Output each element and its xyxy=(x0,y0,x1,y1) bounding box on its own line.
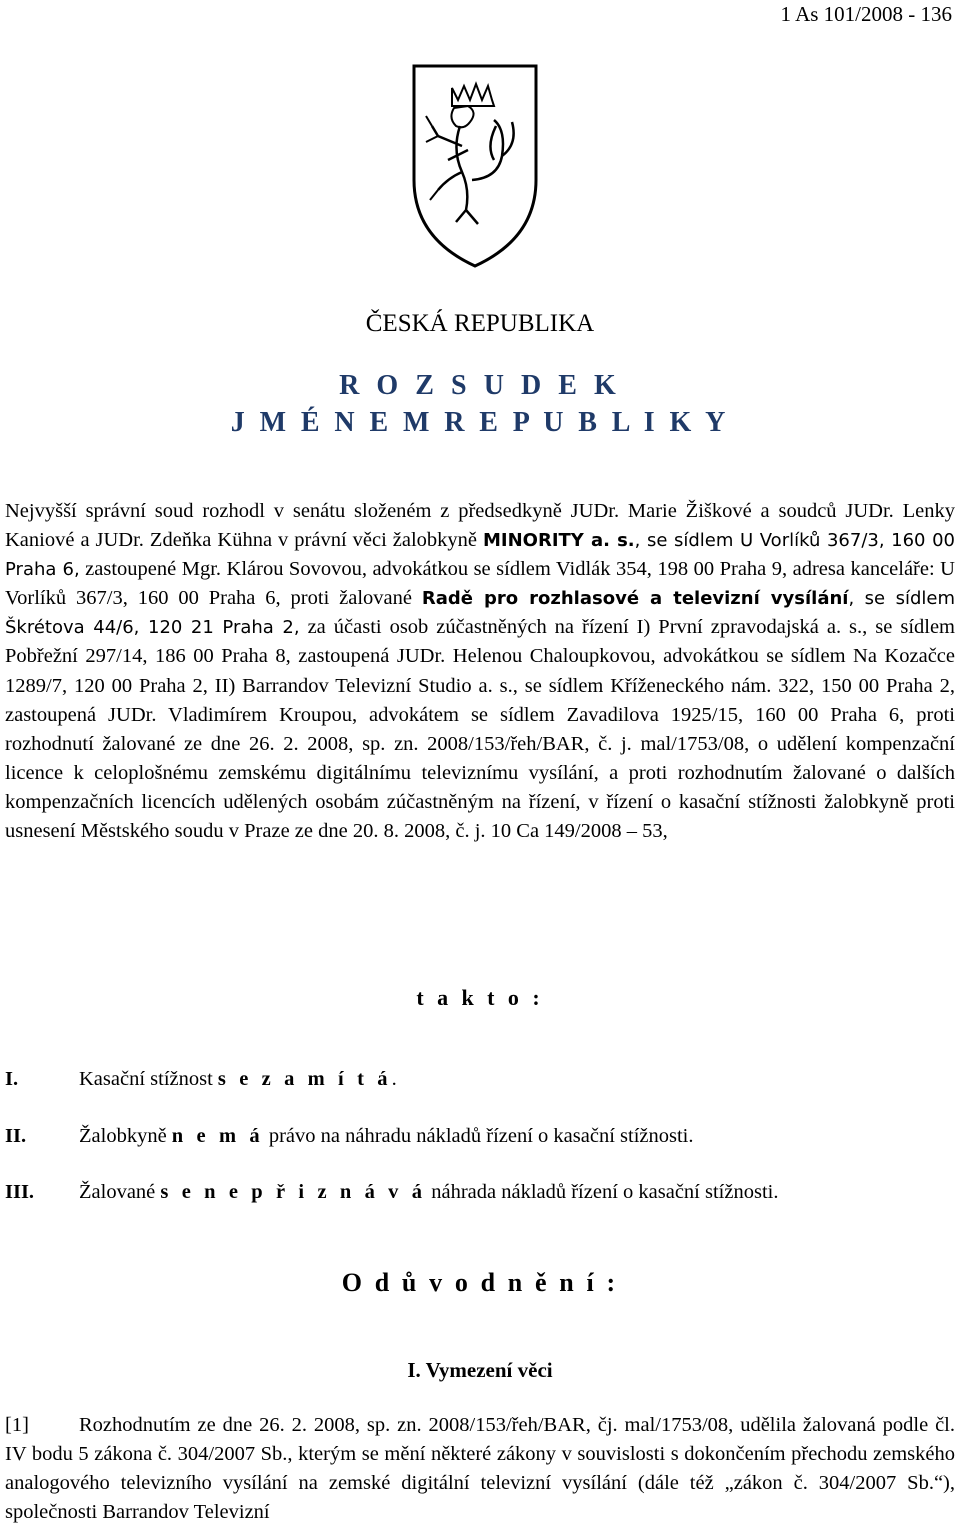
ruling-item-text: náhrada nákladů řízení o kasační stížnosti. xyxy=(426,1181,779,1203)
state-name: ČESKÁ REPUBLIKA xyxy=(365,310,595,337)
plaintiff-address: , se sídlem U Vorlíků 367/3, 160 00 Praha 6, xyxy=(5,530,955,581)
plaintiff-name: MINORITY a. s. xyxy=(483,530,635,552)
intro-text-3: zastoupené Mgr. Klárou Sovovou, advokátkou se sídlem Vidlák 354, 198 00 Praha 9, adresa kanceláře: U Vorlíků 367/3, 160 00 Praha 6, proti žalované xyxy=(5,558,955,610)
defendant-name: Radě pro rozhlasové a televizní vysílání xyxy=(421,588,849,610)
ruling-item-number: I. xyxy=(5,1068,19,1090)
section-title: I. Vymezení věci xyxy=(407,1358,553,1382)
intro-text-1: Nejvyšší správní soud rozhodl v senátu složeném z předsedkyně JUDr. Marie Žiškové a soudců JUDr. Lenky Kaniové a JUDr. Zdeňka Kühna v právní věci žalobkyně xyxy=(5,500,955,552)
intro-text-5: za účasti osob zúčastněných na řízení I) První zpravodajská a. s., se sídlem Pobřežní 297/14, 186 00 Praha 8, zastoupená JUDr. Helenou Chaloupkovou, advokátkou se sídlem Na Kozačce 1289/7, 120 00 Praha 2, II) Barrandov Televizní Studio a. s., se sídlem Kříženeckého nám. 322, 150 00 Praha 2, zastoupená JUDr. Vladimírem Kroupou, advokátem se sídlem Zavadilova 1925/15, 160 00 Praha 6, proti rozhodnutí žalované ze dne 26. 2. 2008, sp. zn. 2008/153/řeh/BAR, č. j. mal/1753/08, o udělení kompenzační licence k celoplošnému zemskému digitálnímu televiznímu vysílání, a proti rozhodnutím žalované o dalších kompenzačních licencích udělených osobám zúčastněným na řízení, v řízení o kasační stížnosti žalobkyně proti usnesení Městského soudu v Praze ze dne 20. 8. 2008, č. j. 10 Ca 149/2008 – 53, xyxy=(5,616,956,843)
ruling-item-number: III. xyxy=(5,1181,35,1203)
ruling-item-emphasis: s e z a m í t á xyxy=(217,1068,392,1090)
case-number: 1 As 101/2008 - 136 xyxy=(780,2,952,26)
czech-coat-of-arms-lion-icon xyxy=(408,60,542,272)
ruling-item-text: . xyxy=(391,1068,397,1090)
ruling-item-emphasis: n e m á xyxy=(171,1125,264,1147)
paragraph-text: Rozhodnutím ze dne 26. 2. 2008, sp. zn. 2008/153/řeh/BAR, čj. mal/1753/08, udělila žalovaná podle čl. IV bodu 5 zákona č. 304/2007 Sb., kterým se mění některé zákony v souvislosti s dokončením přechodu zemského analogového televizního vysílání na zemské digitální televizní vysílání (dále též „zákon č. 304/2007 Sb.“), společnosti Barrandov Televizní xyxy=(5,1414,955,1523)
paragraph-number: [1] xyxy=(5,1414,29,1436)
verdict-subtitle: J M É N E M R E P U B L I K Y xyxy=(230,407,730,438)
ruling-item-text: Kasační stížnost xyxy=(79,1068,218,1090)
paragraph-1 xyxy=(5,1411,955,1527)
ruling-item-text: Žalované xyxy=(79,1181,161,1203)
defendant-address: , se sídlem Škrétova 44/6, 120 21 Praha 2, xyxy=(5,588,955,639)
intro-paragraph xyxy=(5,497,955,846)
ruling-item-text: Žalobkyně xyxy=(79,1125,172,1147)
takto-heading: t a k t o : xyxy=(416,985,544,1010)
verdict-title: R O Z S U D E K xyxy=(339,370,621,401)
ruling-item-text: právo na náhradu nákladů řízení o kasační stížnosti. xyxy=(263,1125,694,1147)
ruling-item-number: II. xyxy=(5,1125,27,1147)
ruling-item-emphasis: s e n e p ř i z n á v á xyxy=(160,1181,427,1203)
reasoning-heading: O d ů v o d n ě n í : xyxy=(341,1268,619,1297)
